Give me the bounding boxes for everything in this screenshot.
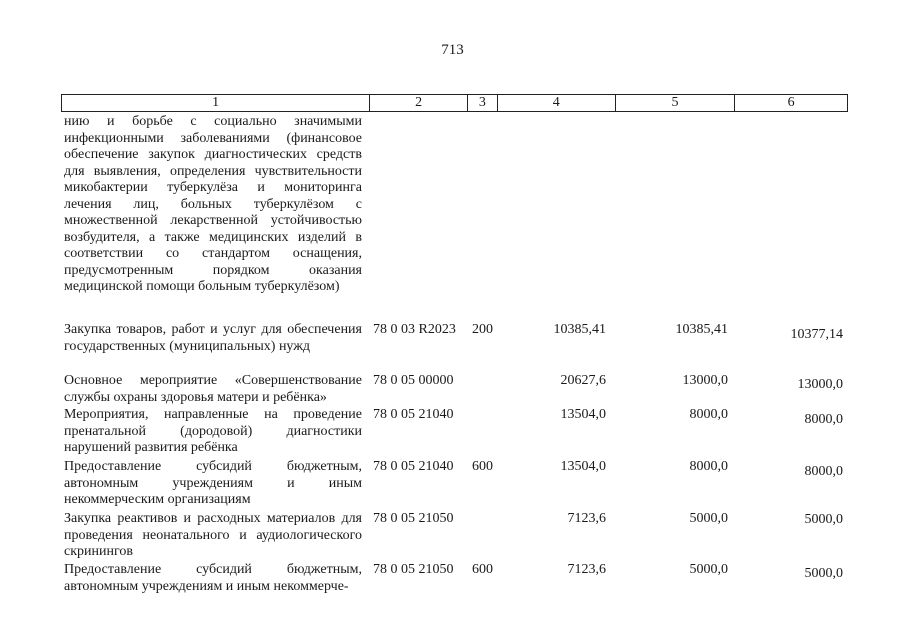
- row-value-4: 10385,41: [553, 322, 606, 337]
- table-header: [61, 94, 848, 112]
- column-header-6: 6: [787, 95, 795, 110]
- row-description: Мероприятия, направленные на проведение пренатальной (дородовой) диагностики нарушений развития ребёнка: [64, 407, 362, 455]
- row-description: Предоставление субсидий бюджетным, автономным учреждениям и иным некоммерческим организациям: [64, 459, 362, 507]
- row-description: Закупка товаров, работ и услуг для обеспечения государственных (муниципальных) нужд: [64, 322, 362, 354]
- row-value-5: 5000,0: [689, 562, 728, 577]
- row-code: 78 0 03 R2023: [373, 322, 456, 337]
- row-value-6: 5000,0: [804, 566, 843, 581]
- column-header-2: 2: [370, 95, 468, 111]
- row-expense-type: 600: [472, 562, 493, 577]
- row-value-6: 13000,0: [797, 377, 843, 392]
- row-value-6: 10377,14: [790, 327, 843, 342]
- row-code: 78 0 05 21050: [373, 511, 454, 526]
- row-value-5: 13000,0: [682, 373, 728, 388]
- row-description: Предоставление субсидий бюджетным, автономным учреждениям и иным некоммерче-: [64, 562, 362, 594]
- row-value-4: 7123,6: [567, 562, 606, 577]
- row-value-5: 8000,0: [689, 459, 728, 474]
- row-value-5: 10385,41: [675, 322, 728, 337]
- row-value-6: 5000,0: [804, 512, 843, 527]
- row-code: 78 0 05 21050: [373, 562, 454, 577]
- row-value-4: 7123,6: [567, 511, 606, 526]
- row-value-4: 13504,0: [560, 407, 606, 422]
- row-value-6: 8000,0: [804, 464, 843, 479]
- row-code: 78 0 05 21040: [373, 459, 454, 474]
- row-expense-type: 600: [472, 459, 493, 474]
- row-value-6: 8000,0: [804, 412, 843, 427]
- row-value-4: 20627,6: [560, 373, 606, 388]
- row-description: Основное мероприятие «Совершенствование службы охраны здоровья матери и ребёнка»: [64, 373, 362, 405]
- column-header-1: 1: [62, 95, 370, 111]
- row-code: 78 0 05 21040: [373, 407, 454, 422]
- row-description: нию и борьбе с социально значимыми инфекционными заболеваниями (финансовое обеспечение закупок диагностических средств для выявления, определения чувствительности микобактерии туберкулёза и мониторинга лечения лиц, больных туберкулёзом с множественной лекарственной устойчивостью возбудителя, а также медицинских изделий в соответствии со стандартом оснащения, предусмотренным порядком оказания медицинской помощи больным туберкулёзом): [64, 114, 362, 294]
- column-header-3: 3: [468, 95, 498, 111]
- page-number: 713: [441, 42, 464, 58]
- column-header-4: 4: [498, 95, 616, 111]
- row-description: Закупка реактивов и расходных материалов для проведения неонатального и аудиологического скринингов: [64, 511, 362, 559]
- row-code: 78 0 05 00000: [373, 373, 454, 388]
- column-header-5: 5: [616, 95, 736, 111]
- row-expense-type: 200: [472, 322, 493, 337]
- row-value-4: 13504,0: [560, 459, 606, 474]
- row-value-5: 8000,0: [689, 407, 728, 422]
- row-value-5: 5000,0: [689, 511, 728, 526]
